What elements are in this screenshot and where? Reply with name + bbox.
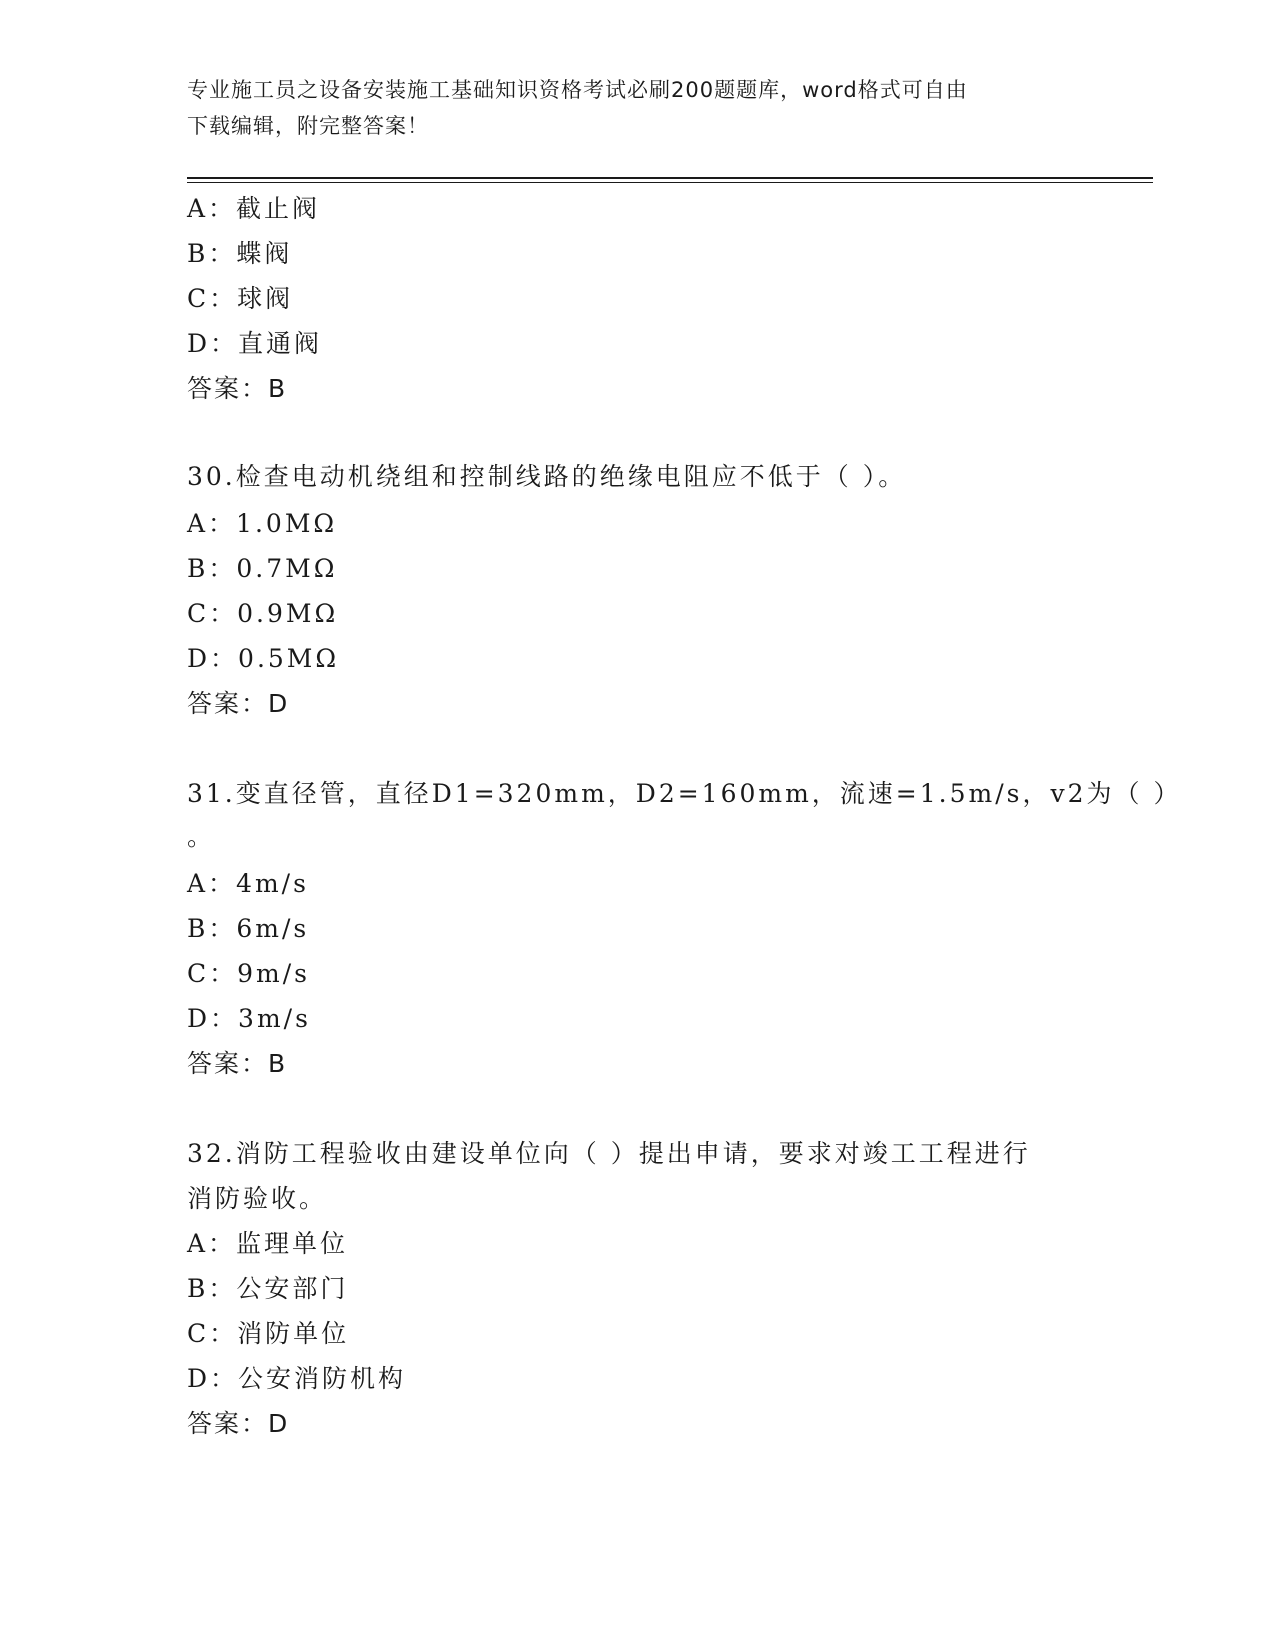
q30-option-a: A：1.0MΩ	[187, 509, 338, 538]
q32-answer: 答案：D	[187, 1409, 290, 1438]
q29-option-b: B：蝶阀	[187, 239, 293, 268]
q32-stem-line-1: 32.消防工程验收由建设单位向（ ）提出申请，要求对竣工工程进行	[187, 1139, 1031, 1168]
document-header	[187, 72, 1067, 144]
q32-option-d: D：公安消防机构	[187, 1364, 407, 1393]
q31-option-c: C：9m/s	[187, 959, 310, 988]
q32-option-b: B：公安部门	[187, 1274, 349, 1303]
header-rule-thick	[187, 177, 1153, 179]
header-rule-thin	[187, 182, 1153, 183]
q31-option-b: B：6m/s	[187, 914, 310, 943]
q31-stem-line-1: 31.变直径管，直径D1=320mm，D2=160mm，流速=1.5m/s，v2为（ ）	[187, 779, 1182, 808]
q31-option-a: A：4m/s	[187, 869, 309, 898]
q32-option-a: A：监理单位	[187, 1229, 349, 1258]
q30-option-c: C：0.9MΩ	[187, 599, 339, 628]
q32-option-c: C：消防单位	[187, 1319, 350, 1348]
q32-stem-line-2: 消防验收。	[187, 1184, 328, 1213]
q30-option-b: B：0.7MΩ	[187, 554, 338, 583]
q29-answer: 答案：B	[187, 374, 288, 403]
header-line-2: 下载编辑，附完整答案！	[187, 114, 429, 138]
q31-stem-line-2: 。	[187, 822, 216, 851]
q29-option-c: C：球阀	[187, 284, 294, 313]
q29-option-d: D：直通阀	[187, 329, 323, 358]
q29-option-a: A：截止阀	[187, 194, 321, 223]
q31-option-d: D：3m/s	[187, 1004, 311, 1033]
q30-answer: 答案：D	[187, 689, 290, 718]
q30-option-d: D：0.5MΩ	[187, 644, 340, 673]
q31-answer: 答案：B	[187, 1049, 288, 1078]
header-line-1: 专业施工员之设备安装施工基础知识资格考试必刷200题题库，word格式可自由	[187, 78, 968, 102]
q30-stem: 30.检查电动机绕组和控制线路的绝缘电阻应不低于（ ）。	[187, 462, 907, 491]
